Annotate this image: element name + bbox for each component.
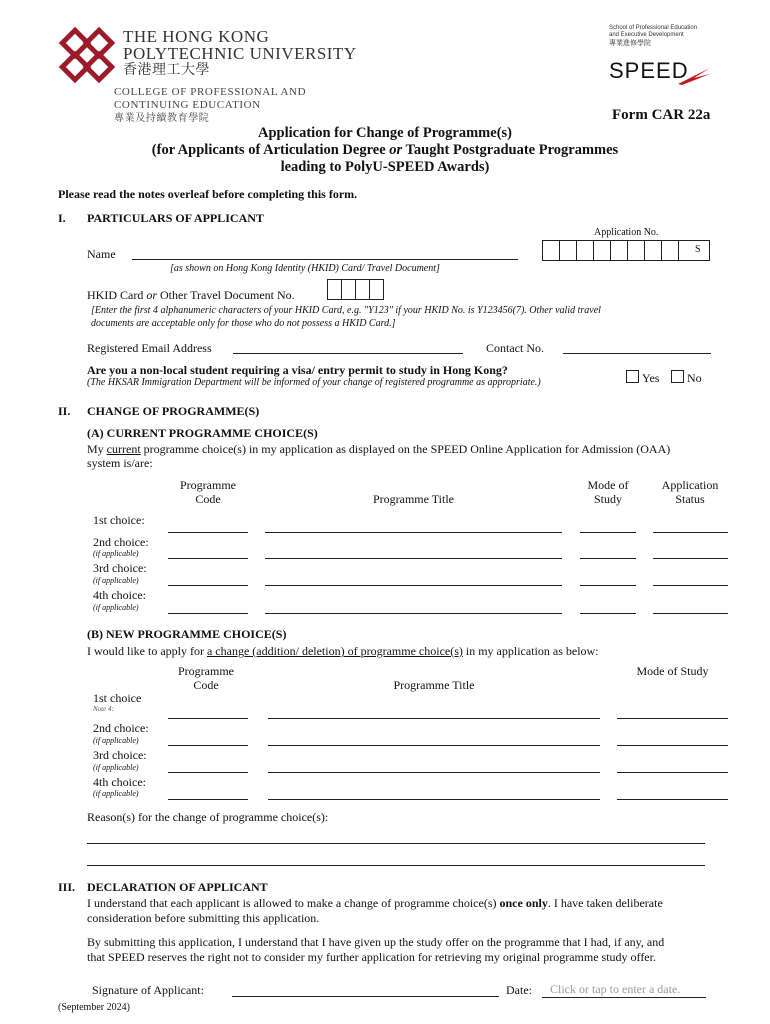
- new-choice-3-mode[interactable]: [617, 772, 728, 773]
- college-name: COLLEGE OF PROFESSIONAL AND CONTINUING EDUCATION 專業及持續教育學院: [114, 86, 307, 124]
- new-choices-intro: I would like to apply for a change (addition/ deletion) of programme choice(s) in my application as below:: [87, 644, 599, 658]
- current-choice-2-title[interactable]: [265, 558, 562, 559]
- reason-field-line-1[interactable]: [87, 843, 705, 844]
- current-choice-2-label: 2nd choice:: [93, 535, 149, 549]
- new-choice-2-title[interactable]: [268, 745, 600, 746]
- name-label: Name: [87, 247, 116, 261]
- new-col-mode-of-study: Mode of Study: [636, 664, 709, 678]
- current-choice-2-note: (if applicable): [93, 549, 139, 558]
- section-1-number: I.: [58, 211, 66, 225]
- date-label: Date:: [506, 983, 532, 997]
- new-choice-3-label: 3rd choice:: [93, 748, 147, 762]
- current-choice-3-code[interactable]: [168, 585, 248, 586]
- speed-logo: SPEED: [609, 58, 689, 83]
- new-col-programme-code: Programme Code: [178, 664, 234, 692]
- speed-swoosh-icon: [676, 64, 712, 86]
- application-no-suffix: S: [695, 244, 701, 255]
- current-choice-4-label: 4th choice:: [93, 588, 146, 602]
- current-choice-4-mode[interactable]: [580, 613, 636, 614]
- new-choice-1-note: Note 4:: [93, 705, 114, 713]
- signature-field[interactable]: [232, 996, 499, 997]
- yes-checkbox[interactable]: [626, 370, 639, 383]
- new-choice-3-title[interactable]: [268, 772, 600, 773]
- email-field[interactable]: [233, 353, 463, 354]
- new-choice-1-title[interactable]: [268, 718, 600, 719]
- section-1-heading: PARTICULARS OF APPLICANT: [87, 211, 264, 225]
- declaration-paragraph-1: I understand that each applicant is allowed to make a change of programme choice(s) once only. I have taken deliberate consideration before submitting this application.: [87, 896, 663, 925]
- reason-field-line-2[interactable]: [87, 865, 705, 866]
- current-choice-3-label: 3rd choice:: [93, 561, 147, 575]
- current-choice-2-code[interactable]: [168, 558, 248, 559]
- email-label: Registered Email Address: [87, 341, 212, 355]
- current-choice-1-label: 1st choice:: [93, 513, 145, 527]
- current-choice-1-code[interactable]: [168, 532, 248, 533]
- reason-label: Reason(s) for the change of programme choice(s):: [87, 810, 329, 824]
- current-choice-4-title[interactable]: [265, 613, 562, 614]
- current-choice-3-title[interactable]: [265, 585, 562, 586]
- new-choice-3-code[interactable]: [168, 772, 248, 773]
- new-choice-4-title[interactable]: [268, 799, 600, 800]
- new-choice-4-note: (if applicable): [93, 789, 139, 798]
- current-choice-1-title[interactable]: [265, 532, 562, 533]
- application-no-label: Application No.: [594, 227, 659, 238]
- yes-label: Yes: [642, 371, 660, 385]
- signature-label: Signature of Applicant:: [92, 983, 204, 997]
- university-name: THE HONG KONG POLYTECHNIC UNIVERSITY 香港理工大學: [123, 27, 357, 78]
- new-choice-2-mode[interactable]: [617, 745, 728, 746]
- new-choice-4-mode[interactable]: [617, 799, 728, 800]
- visa-note: (The HKSAR Immigration Department will be informed of your change of registered programme as appropriate.): [87, 377, 541, 388]
- section-3-number: III.: [58, 880, 76, 894]
- current-choices-intro: My current programme choice(s) in my application as displayed on the SPEED Online Application for Admission (OAA) system is/are:: [87, 442, 671, 470]
- contact-label: Contact No.: [486, 341, 544, 355]
- section-2-number: II.: [58, 404, 71, 418]
- revision-date: (September 2024): [58, 1002, 130, 1013]
- new-choice-1-label: 1st choice: [93, 691, 142, 705]
- new-choice-4-label: 4th choice:: [93, 775, 146, 789]
- new-choice-2-code[interactable]: [168, 745, 248, 746]
- current-choice-3-note: (if applicable): [93, 576, 139, 585]
- col-programme-title: Programme Title: [372, 492, 454, 506]
- new-choice-1-mode[interactable]: [617, 718, 728, 719]
- form-title: Application for Change of Programme(s) (for Applicants of Articulation Degree or Taught Postgraduate Programmes leading to PolyU-SPEED Awards): [151, 125, 619, 175]
- current-choice-3-status[interactable]: [653, 585, 728, 586]
- current-choices-heading: (A) CURRENT PROGRAMME CHOICE(S): [87, 426, 318, 440]
- current-choice-2-status[interactable]: [653, 558, 728, 559]
- current-choice-4-status[interactable]: [653, 613, 728, 614]
- new-choices-heading: (B) NEW PROGRAMME CHOICE(S): [87, 627, 287, 641]
- hkid-label: HKID Card or Other Travel Document No.: [87, 288, 295, 302]
- new-choice-1-code[interactable]: [168, 718, 248, 719]
- no-label: No: [687, 371, 702, 385]
- col-application-status: Application Status: [661, 478, 719, 506]
- col-programme-code: Programme Code: [180, 478, 236, 506]
- new-col-programme-title: Programme Title: [393, 678, 475, 692]
- col-mode-of-study: Mode of Study: [587, 478, 629, 506]
- polyu-logo-icon: [58, 26, 116, 84]
- declaration-paragraph-2: By submitting this application, I understand that I have given up the study offer on the programme that I had, if any, and that SPEED reserves the right not to consider my further application for retrieving my original programme study offer.: [87, 935, 665, 964]
- notice: Please read the notes overleaf before completing this form.: [58, 187, 358, 201]
- contact-field[interactable]: [563, 353, 711, 354]
- current-choice-1-status[interactable]: [653, 532, 728, 533]
- new-choice-4-code[interactable]: [168, 799, 248, 800]
- visa-question: Are you a non-local student requiring a visa/ entry permit to study in Hong Kong?: [87, 363, 508, 377]
- form-code: Form CAR 22a: [612, 107, 711, 123]
- current-choice-1-mode[interactable]: [580, 532, 636, 533]
- current-choice-2-mode[interactable]: [580, 558, 636, 559]
- section-2-heading: CHANGE OF PROGRAMME(S): [87, 404, 260, 418]
- name-field[interactable]: [132, 259, 518, 260]
- current-choice-3-mode[interactable]: [580, 585, 636, 586]
- hkid-hint: [Enter the first 4 alphanumeric characters of your HKID Card, e.g. "Y123" if your HKID No. is Y123456(7). Other valid travel documents are acceptable only for those who do not possess a HKID Card.]: [91, 305, 601, 329]
- speed-school-name: School of Professional Education and Executive Development 專業進修學院: [609, 25, 698, 47]
- name-hint: [as shown on Hong Kong Identity (HKID) Card/ Travel Document]: [170, 263, 440, 274]
- current-choice-4-note: (if applicable): [93, 603, 139, 612]
- new-choice-2-note: (if applicable): [93, 736, 139, 745]
- date-field[interactable]: Click or tap to enter a date.: [542, 982, 706, 998]
- new-choice-3-note: (if applicable): [93, 763, 139, 772]
- new-choice-2-label: 2nd choice:: [93, 721, 149, 735]
- section-3-heading: DECLARATION OF APPLICANT: [87, 880, 268, 894]
- current-choice-4-code[interactable]: [168, 613, 248, 614]
- no-checkbox[interactable]: [671, 370, 684, 383]
